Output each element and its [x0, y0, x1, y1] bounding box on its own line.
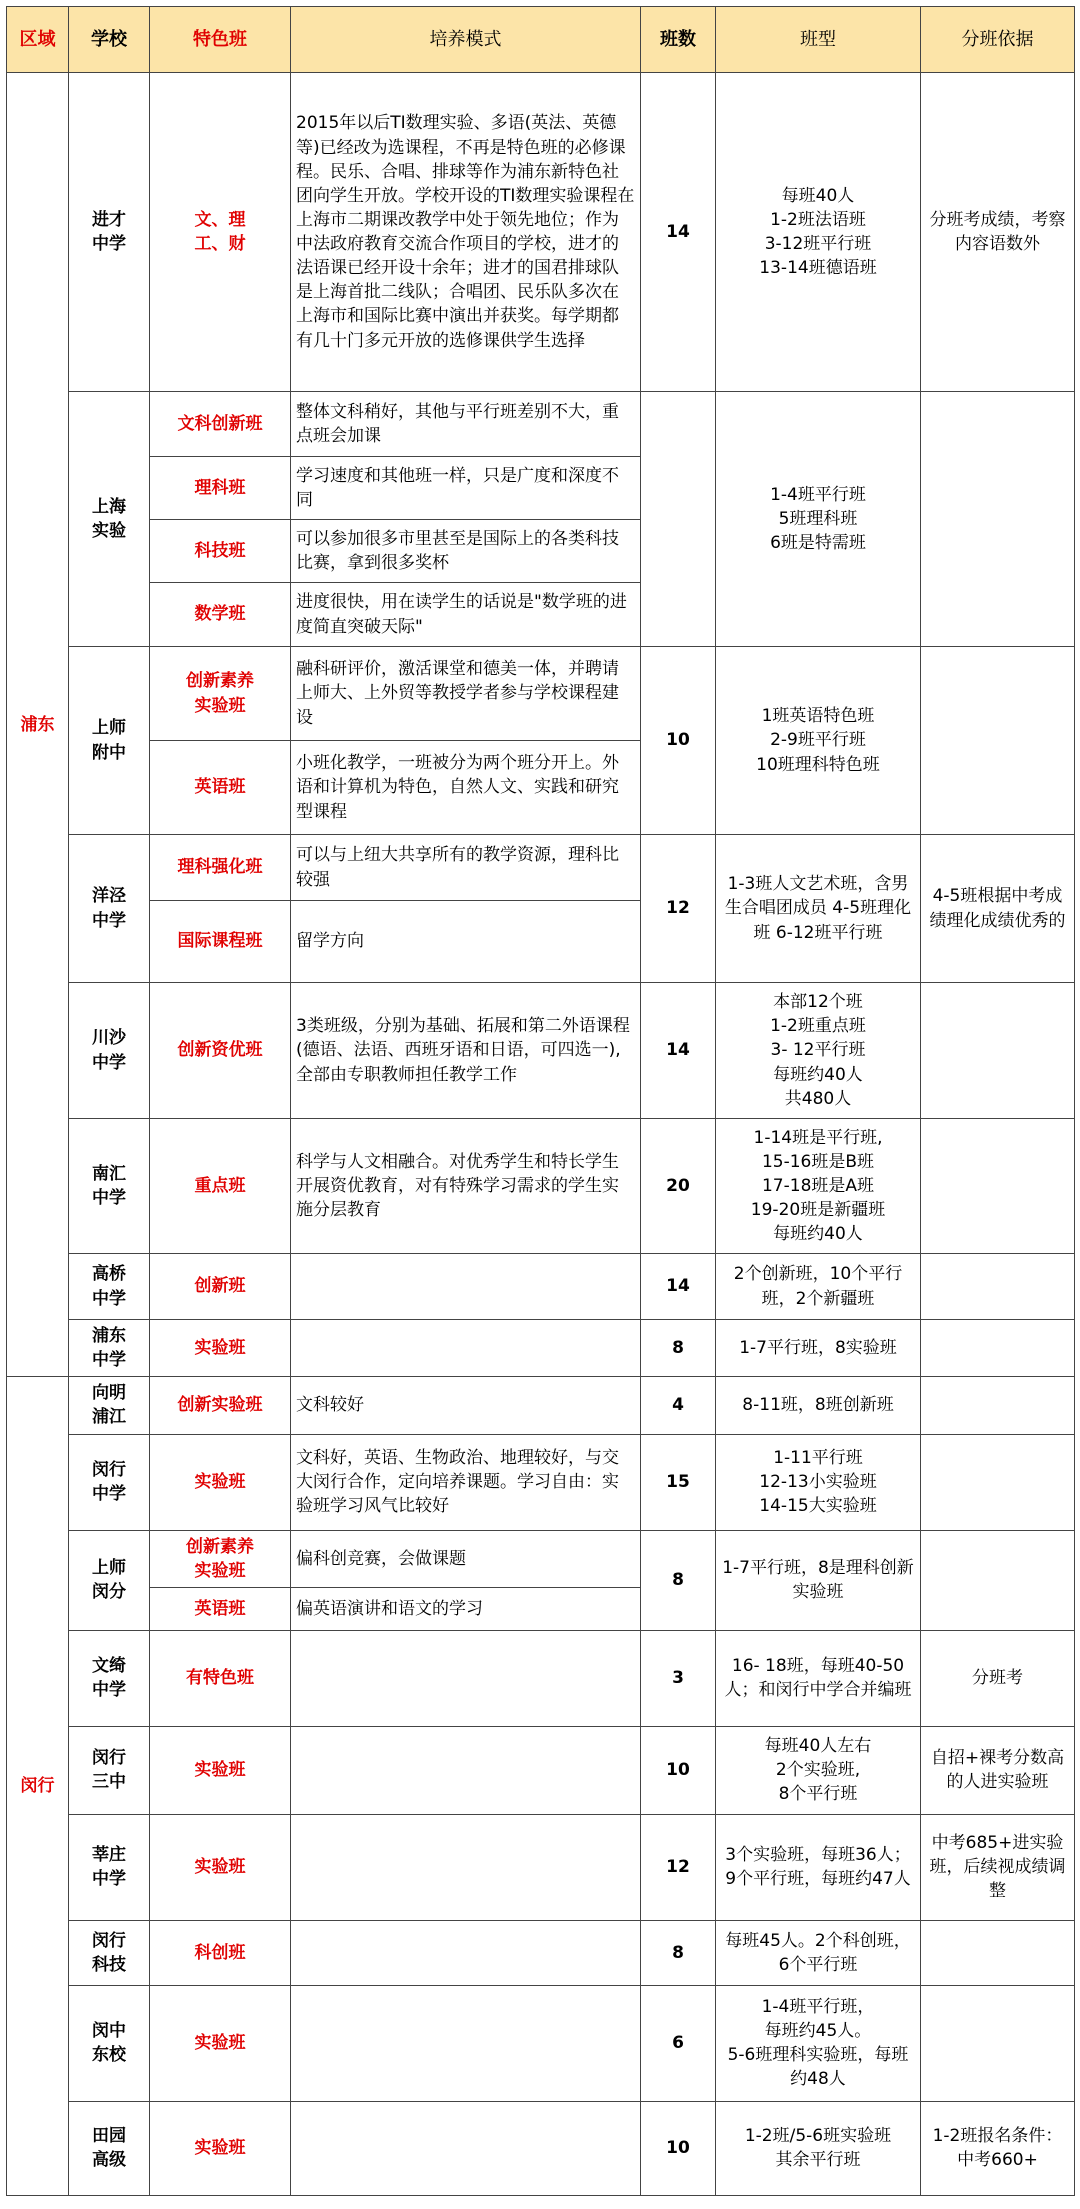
header-grouping-basis: 分班依据 — [921, 7, 1075, 73]
grouping-basis: 1-2班报名条件：中考660+ — [921, 2101, 1075, 2195]
class-type: 1-2班/5-6班实验班 其余平行班 — [716, 2101, 921, 2195]
grouping-basis — [921, 983, 1075, 1119]
table-row — [7, 1320, 1075, 1377]
table-row — [7, 1254, 1075, 1320]
class-count: 8 — [641, 1920, 716, 1985]
class-type: 3个实验班，每班36人；9个平行班，每班约47人 — [716, 1814, 921, 1920]
grouping-basis — [921, 1985, 1075, 2101]
table-row — [7, 1985, 1075, 2101]
header-row — [7, 7, 1075, 73]
grouping-basis: 中考685+进实验班，后续视成绩调整 — [921, 1814, 1075, 1920]
class-count: 12 — [641, 1814, 716, 1920]
table-row — [7, 392, 1075, 457]
special-class: 文、理 工、财 — [150, 73, 291, 392]
class-count: 14 — [641, 1254, 716, 1320]
special-class: 实验班 — [150, 1985, 291, 2101]
grouping-basis: 分班考成绩，考察内容语数外 — [921, 73, 1075, 392]
training-mode: 整体文科稍好，其他与平行班差别不大，重点班会加课 — [291, 392, 641, 457]
training-mode: 文科较好 — [291, 1377, 641, 1434]
table-row — [7, 1434, 1075, 1530]
header-region: 区域 — [7, 7, 69, 73]
school-name: 上海 实验 — [69, 392, 150, 647]
table-row — [7, 73, 1075, 392]
table-row — [7, 1726, 1075, 1814]
special-class: 英语班 — [150, 741, 291, 835]
grouping-basis: 自招+裸考分数高的人进实验班 — [921, 1726, 1075, 1814]
class-type: 1-14班是平行班, 15-16班是B班 17-18班是A班 19-20班是新疆班 每班约40人 — [716, 1119, 921, 1254]
training-mode — [291, 1726, 641, 1814]
school-name: 闵中 东校 — [69, 1985, 150, 2101]
special-class: 创新实验班 — [150, 1377, 291, 1434]
special-class: 创新素养 实验班 — [150, 1530, 291, 1587]
training-mode: 偏英语演讲和语文的学习 — [291, 1587, 641, 1630]
table-row — [7, 1530, 1075, 1587]
school-name: 闵行 科技 — [69, 1920, 150, 1985]
school-name: 川沙 中学 — [69, 983, 150, 1119]
training-mode: 科学与人文相融合。对优秀学生和特长学生开展资优教育，对有特殊学习需求的学生实施分层教育 — [291, 1119, 641, 1254]
school-name: 进才 中学 — [69, 73, 150, 392]
class-count: 10 — [641, 2101, 716, 2195]
school-name: 田园 高级 — [69, 2101, 150, 2195]
class-count: 4 — [641, 1377, 716, 1434]
class-count: 14 — [641, 73, 716, 392]
grouping-basis — [921, 1920, 1075, 1985]
school-name: 向明 浦江 — [69, 1377, 150, 1434]
school-name: 文绮 中学 — [69, 1630, 150, 1726]
class-count: 10 — [641, 1726, 716, 1814]
school-name: 上师 附中 — [69, 647, 150, 835]
header-class-count: 班数 — [641, 7, 716, 73]
table-row — [7, 983, 1075, 1119]
grouping-basis — [921, 647, 1075, 835]
class-type: 1班英语特色班 2-9班平行班 10班理科特色班 — [716, 647, 921, 835]
class-count: 10 — [641, 647, 716, 835]
table-row — [7, 1630, 1075, 1726]
class-type: 2个创新班，10个平行班，2个新疆班 — [716, 1254, 921, 1320]
training-mode: 小班化教学，一班被分为两个班分开上。外语和计算机为特色，自然人文、实践和研究型课程 — [291, 741, 641, 835]
region-pudong: 浦东 — [7, 73, 69, 1377]
table-row — [7, 1814, 1075, 1920]
special-class: 有特色班 — [150, 1630, 291, 1726]
table-row — [7, 1920, 1075, 1985]
header-school: 学校 — [69, 7, 150, 73]
training-mode — [291, 1920, 641, 1985]
grouping-basis — [921, 1119, 1075, 1254]
class-count: 12 — [641, 835, 716, 983]
table-row — [7, 2101, 1075, 2195]
training-mode — [291, 2101, 641, 2195]
training-mode: 偏科创竞赛，会做课题 — [291, 1530, 641, 1587]
region-minhang: 闵行 — [7, 1377, 69, 2196]
training-mode — [291, 1254, 641, 1320]
class-type: 8-11班，8班创新班 — [716, 1377, 921, 1434]
class-count: 6 — [641, 1985, 716, 2101]
training-mode: 3类班级，分别为基础、拓展和第二外语课程(德语、法语、西班牙语和日语，可四选一),全部由专职教师担任教学工作 — [291, 983, 641, 1119]
school-name: 上师 闵分 — [69, 1530, 150, 1630]
grouping-basis — [921, 1434, 1075, 1530]
special-class: 科创班 — [150, 1920, 291, 1985]
class-count: 20 — [641, 1119, 716, 1254]
class-type: 1-7平行班，8是理科创新实验班 — [716, 1530, 921, 1630]
school-name: 高桥 中学 — [69, 1254, 150, 1320]
table-row — [7, 1119, 1075, 1254]
special-class: 重点班 — [150, 1119, 291, 1254]
special-class: 国际课程班 — [150, 901, 291, 983]
special-class: 理科强化班 — [150, 835, 291, 901]
training-mode: 进度很快，用在读学生的话说是"数学班的进度简直突破天际" — [291, 583, 641, 647]
training-mode — [291, 1630, 641, 1726]
school-name: 莘庄 中学 — [69, 1814, 150, 1920]
special-class: 实验班 — [150, 2101, 291, 2195]
class-type: 每班45人。2个科创班，6个平行班 — [716, 1920, 921, 1985]
special-class: 实验班 — [150, 1726, 291, 1814]
special-class: 文科创新班 — [150, 392, 291, 457]
training-mode: 文科好，英语、生物政治、地理较好，与交大闵行合作，定向培养课题。学习自由：实验班学习风气比较好 — [291, 1434, 641, 1530]
class-count: 3 — [641, 1630, 716, 1726]
class-count: 14 — [641, 983, 716, 1119]
header-special-class: 特色班 — [150, 7, 291, 73]
table-row — [7, 835, 1075, 901]
grouping-basis — [921, 1320, 1075, 1377]
table-row — [7, 1377, 1075, 1434]
special-class: 理科班 — [150, 457, 291, 520]
class-count — [641, 392, 716, 647]
special-class: 实验班 — [150, 1320, 291, 1377]
training-mode: 2015年以后TI数理实验、多语(英法、英德等)已经改为选课程，不再是特色班的必修课程。民乐、合唱、排球等作为浦东新特色社团向学生开放。学校开设的TI数理实验课程在上海市二期课改教学中处于领先地位；作为中法政府教育交流合作项目的学校，进才的法语课已经开设十余年；进才的国君排球队是上海首批二线队；合唱团、民乐队多次在上海市和国际比赛中演出并获奖。每学期都有几十门多元开放的选修课供学生选择 — [291, 73, 641, 392]
special-class: 创新素养 实验班 — [150, 647, 291, 741]
training-mode: 留学方向 — [291, 901, 641, 983]
training-mode — [291, 1320, 641, 1377]
special-class: 科技班 — [150, 520, 291, 583]
training-mode: 融科研评价，激活课堂和德美一体，并聘请上师大、上外贸等教授学者参与学校课程建设 — [291, 647, 641, 741]
training-mode: 可以参加很多市里甚至是国际上的各类科技比赛，拿到很多奖杯 — [291, 520, 641, 583]
training-mode: 学习速度和其他班一样，只是广度和深度不同 — [291, 457, 641, 520]
class-type: 本部12个班 1-2班重点班 3- 12平行班 每班约40人 共480人 — [716, 983, 921, 1119]
header-class-type: 班型 — [716, 7, 921, 73]
special-class: 实验班 — [150, 1434, 291, 1530]
class-type: 每班40人 1-2班法语班 3-12班平行班 13-14班德语班 — [716, 73, 921, 392]
special-class: 实验班 — [150, 1814, 291, 1920]
school-name: 闵行 中学 — [69, 1434, 150, 1530]
special-class: 英语班 — [150, 1587, 291, 1630]
grouping-basis: 分班考 — [921, 1630, 1075, 1726]
class-type: 1-4班平行班， 每班约45人。 5-6班理科实验班，每班约48人 — [716, 1985, 921, 2101]
class-count: 8 — [641, 1530, 716, 1630]
school-name: 南汇 中学 — [69, 1119, 150, 1254]
class-type: 1-3班人文艺术班，含男生合唱团成员 4-5班理化班 6-12班平行班 — [716, 835, 921, 983]
grouping-basis — [921, 1530, 1075, 1630]
class-count: 8 — [641, 1320, 716, 1377]
training-mode: 可以与上纽大共享所有的教学资源，理科比较强 — [291, 835, 641, 901]
special-class: 数学班 — [150, 583, 291, 647]
class-type: 1-7平行班，8实验班 — [716, 1320, 921, 1377]
header-training-mode: 培养模式 — [291, 7, 641, 73]
special-class: 创新班 — [150, 1254, 291, 1320]
school-name: 浦东 中学 — [69, 1320, 150, 1377]
special-class: 创新资优班 — [150, 983, 291, 1119]
training-mode — [291, 1814, 641, 1920]
school-name: 闵行 三中 — [69, 1726, 150, 1814]
class-count: 15 — [641, 1434, 716, 1530]
table-row — [7, 647, 1075, 741]
class-type: 1-11平行班 12-13小实验班 14-15大实验班 — [716, 1434, 921, 1530]
school-name: 洋泾 中学 — [69, 835, 150, 983]
school-class-table — [6, 6, 1075, 2196]
grouping-basis — [921, 1254, 1075, 1320]
class-type: 16- 18班，每班40-50人；和闵行中学合并编班 — [716, 1630, 921, 1726]
class-type: 每班40人左右 2个实验班, 8个平行班 — [716, 1726, 921, 1814]
grouping-basis — [921, 1377, 1075, 1434]
training-mode — [291, 1985, 641, 2101]
grouping-basis: 4-5班根据中考成绩理化成绩优秀的 — [921, 835, 1075, 983]
class-type: 1-4班平行班 5班理科班 6班是特需班 — [716, 392, 921, 647]
grouping-basis — [921, 392, 1075, 647]
